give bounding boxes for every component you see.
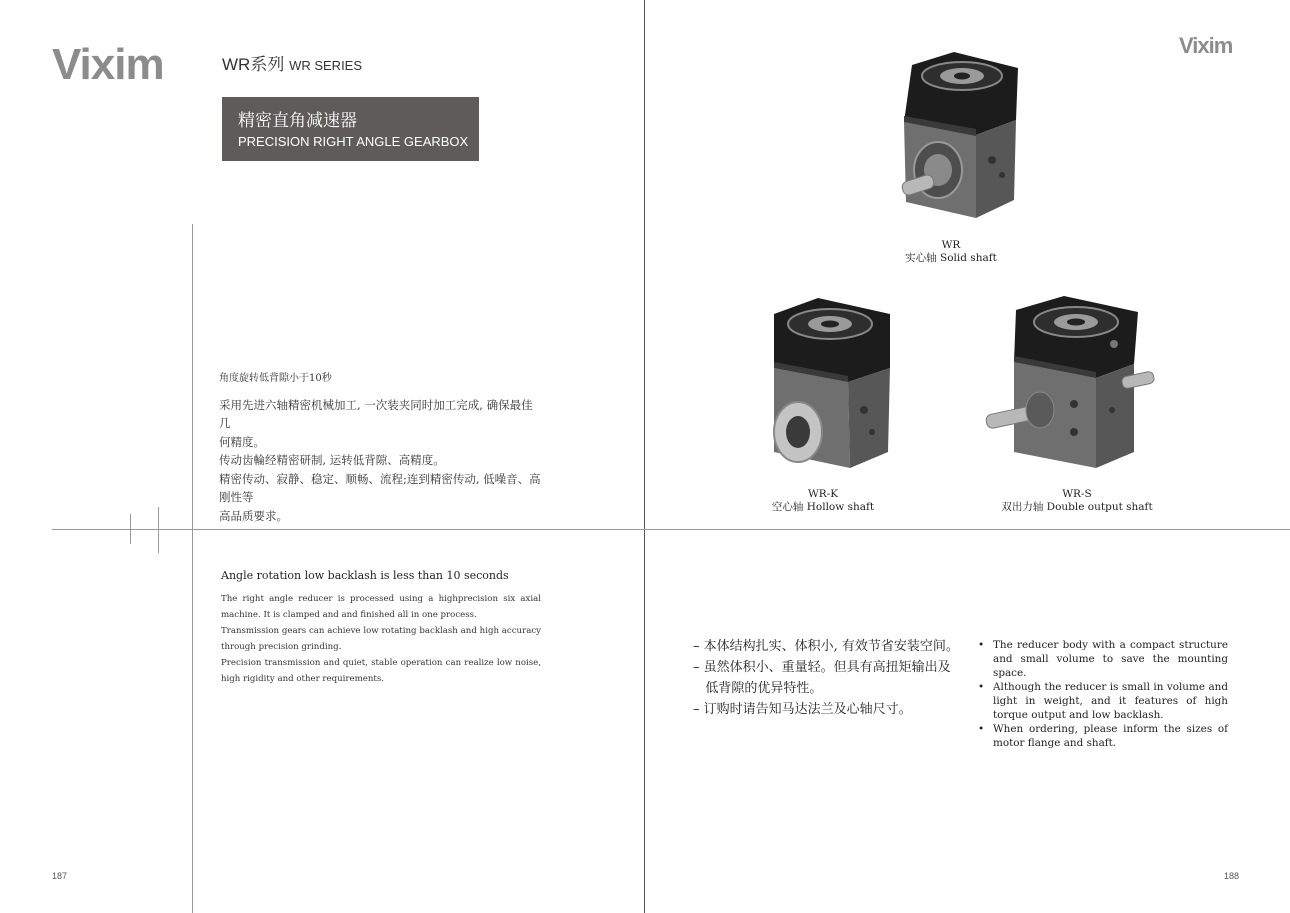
page-number-left: 187: [52, 871, 68, 881]
series-en: WR SERIES: [289, 58, 363, 73]
title-zh: 精密直角减速器: [238, 111, 357, 130]
caption-wr: [880, 239, 1022, 265]
gearbox-wr-image: [894, 50, 1024, 225]
left-vertical-rule: [192, 224, 193, 913]
description-en-paragraph: Precision transmission and quiet, stable operation can realize low noise, high rigidity and other requirements.: [221, 658, 541, 684]
feature-en-item: • When ordering, please inform the sizes of motor flange and shaft.: [978, 722, 1228, 750]
caption-wr-k-label: 空心轴 Hollow shaft: [771, 501, 875, 513]
description-zh-line: 高品质要求。: [219, 508, 288, 523]
series-zh: WR系列: [222, 55, 285, 74]
description-zh-line: 传动齿輪经精密研制, 运转低背隙、高精度。: [219, 453, 445, 467]
tick-mark-1: [130, 514, 131, 544]
feature-zh-item: – 虽然体积小、重量轻。但具有高扭矩输出及: [693, 660, 951, 675]
tick-mark-2: [158, 507, 159, 553]
feature-en-item: • Although the reducer is small in volume and light in weight, and it features of high torque output and low backlash.: [978, 680, 1228, 722]
brand-logo-left: Vixim: [52, 40, 164, 89]
description-zh-heading: 角度旋转低背隙小于10秒: [219, 373, 332, 384]
gearbox-wr-k-image: [768, 292, 898, 472]
caption-wr-s: [990, 488, 1164, 514]
center-fold-line: [644, 0, 645, 913]
features-zh-list: [693, 636, 959, 720]
title-box: [222, 97, 479, 161]
feature-en-item: • The reducer body with a compact structure and small volume to save the mounting space.: [978, 638, 1228, 680]
description-zh-line: 何精度。: [219, 434, 265, 449]
feature-zh-item: 低背隙的优异特性。: [693, 681, 823, 696]
caption-wr-k: [748, 488, 898, 514]
caption-wr-label: 实心轴 Solid shaft: [905, 252, 997, 264]
feature-zh-item: – 订购时请告知马达法兰及心轴尺寸。: [693, 702, 912, 717]
description-zh-line: 采用先进六轴精密机械加工, 一次装夹同时加工完成, 确保最佳几: [219, 397, 533, 430]
features-en-list: [978, 638, 1228, 750]
description-zh-line: 精密传动、寂静、稳定、顺畅、流程;连到精密传动, 低噪音、高刚性等: [219, 471, 541, 504]
series-title: [222, 50, 362, 75]
page-number-right: 188: [1224, 871, 1240, 881]
gearbox-wr-s-image: [984, 292, 1156, 472]
description-en-heading: Angle rotation low backlash is less than 10 seconds: [221, 569, 509, 582]
description-en-paragraph: Transmission gears can achieve low rotating backlash and high accuracy through precision grinding.: [221, 626, 541, 652]
feature-zh-item: – 本体结构扎实、体积小, 有效节省安装空间。: [693, 639, 959, 654]
caption-wr-s-label: 双出力轴 Double output shaft: [1001, 501, 1153, 513]
caption-wr-s-model: WR-S: [1062, 488, 1092, 500]
brand-logo-right: Vixim: [1179, 33, 1233, 58]
horizontal-rule: [52, 529, 1290, 530]
description-en-paragraph: The right angle reducer is processed using a highprecision six axial machine. It is clamped and and finished all in one process.: [221, 594, 541, 620]
description-zh: [219, 370, 544, 525]
caption-wr-model: WR: [941, 239, 961, 251]
title-en: PRECISION RIGHT ANGLE GEARBOX: [238, 134, 469, 149]
description-en: [221, 591, 541, 687]
caption-wr-k-model: WR-K: [807, 488, 839, 500]
